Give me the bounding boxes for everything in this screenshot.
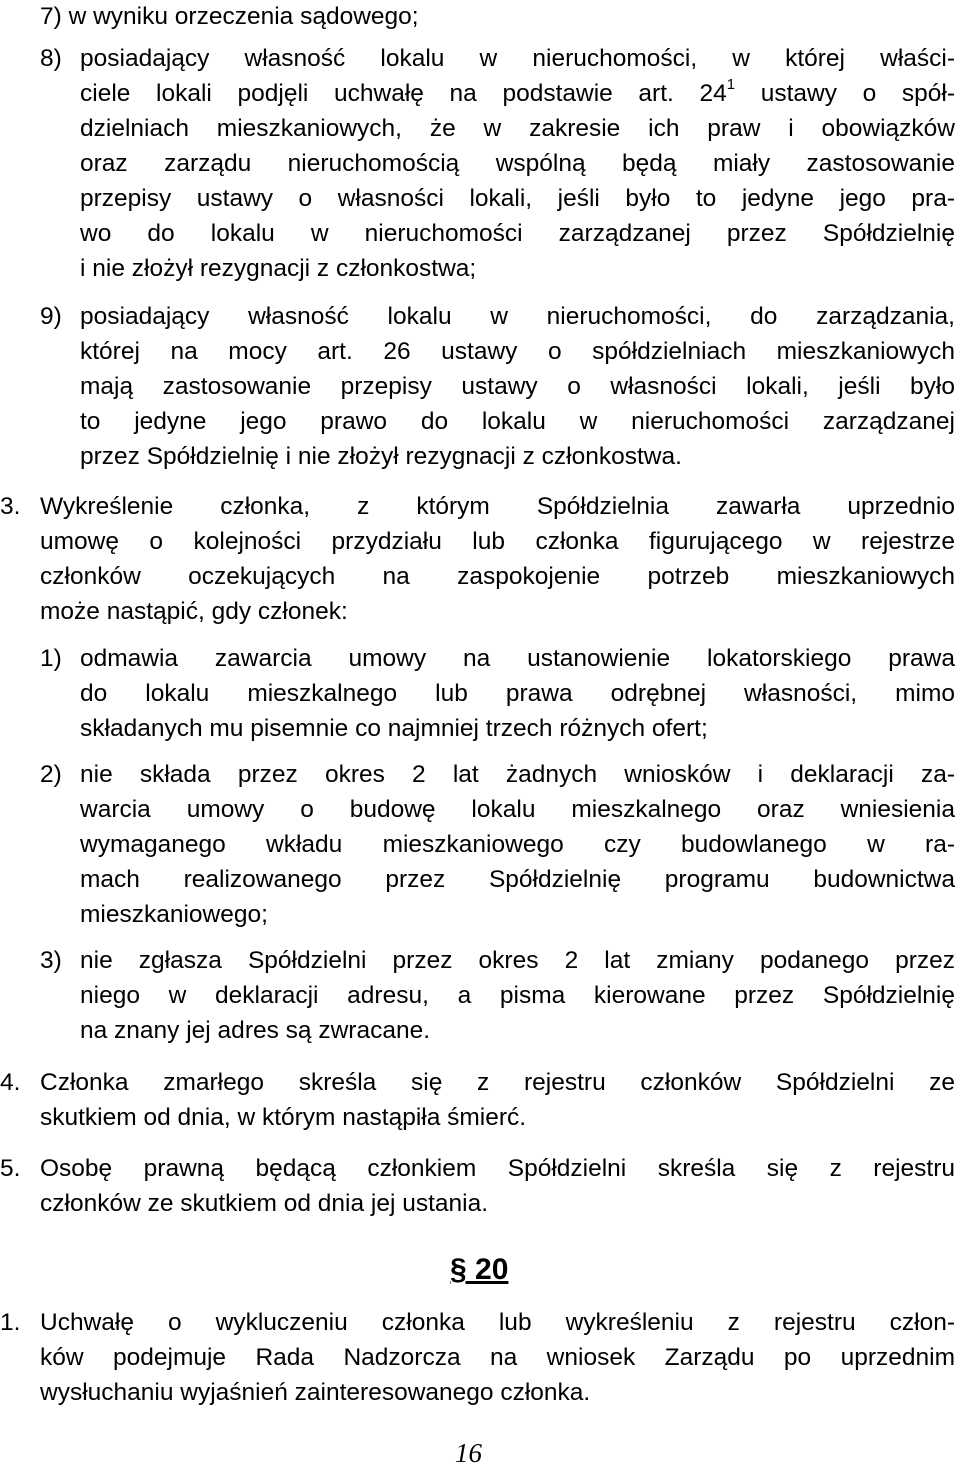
item-9-number: 9) (40, 303, 62, 330)
para-3-sub-2-line-4: mach realizowanego przez Spółdzielnię programu budownictwa (80, 866, 955, 893)
para-3-sub-2-line-1: nie składa przez okres 2 lat żadnych wniosków i deklaracji za- (80, 761, 955, 788)
item-8-line-2-text: ciele lokali podjęli uchwałę na podstawie art. 24 (80, 80, 727, 107)
para-3-line-1: Wykreślenie członka, z którym Spółdzielnia zawarła uprzednio (40, 493, 955, 520)
sec20-para-1-number: 1. (0, 1309, 21, 1336)
para-3-sub-1-line-3: składanych mu pisemnie co najmniej trzech różnych ofert; (80, 715, 708, 742)
item-9-line-4: to jedyne jego prawo do lokalu w nieruchomości zarządzanej (80, 408, 955, 435)
page-number: 16 (455, 1438, 482, 1468)
para-3-line-2: umowę o kolejności przydziału lub członka figurującego w rejestrze (40, 528, 955, 555)
para-3-sub-2-line-5: mieszkaniowego; (80, 901, 268, 928)
para-3-sub-3-line-3: na znany jej adres są zwracane. (80, 1017, 430, 1044)
sec20-para-1-line-3: wysłuchaniu wyjaśnień zainteresowanego członka. (40, 1379, 591, 1406)
item-8-line-6: wo do lokalu w nieruchomości zarządzanej przez Spółdzielnię (80, 220, 955, 247)
para-4-line-1: Członka zmarłego skreśla się z rejestru członków Spółdzielni ze (40, 1069, 955, 1096)
para-3-sub-2-number: 2) (40, 761, 62, 788)
para-3-sub-3-line-1: nie zgłasza Spółdzielni przez okres 2 lat zmiany podanego przez (80, 947, 955, 974)
para-5-line-1: Osobę prawną będącą członkiem Spółdzielni skreśla się z rejestru (40, 1155, 955, 1182)
item-8-line-2-tail: ustawy o spół- (735, 80, 955, 107)
item-8-line-7: i nie złożył rezygnacji z członkostwa; (80, 255, 477, 282)
para-4-number: 4. (0, 1069, 21, 1096)
item-8-number: 8) (40, 45, 62, 72)
para-3-sub-1-line-2: do lokalu mieszkalnego lub prawa odrębnej własności, mimo (80, 680, 955, 707)
para-3-number: 3. (0, 493, 21, 520)
para-3-sub-2-line-3: wymaganego wkładu mieszkaniowego czy budowlanego w ra- (80, 831, 955, 858)
item-8-line-4: oraz zarządu nieruchomością wspólną będą miały zastosowanie (80, 150, 955, 177)
item-7-line: 7) w wyniku orzeczenia sądowego; (40, 3, 419, 30)
section-heading: § 20 (450, 1253, 509, 1286)
item-8-line-3: dzielniach mieszkaniowych, że w zakresie ich praw i obowiązków (80, 115, 955, 142)
item-9-line-3: mają zastosowanie przepisy ustawy o własności lokali, jeśli było (80, 373, 955, 400)
item-9-line-5: przez Spółdzielnię i nie złożył rezygnacji z członkostwa. (80, 443, 682, 470)
para-3-line-3: członków oczekujących na zaspokojenie potrzeb mieszkaniowych (40, 563, 955, 590)
para-5-number: 5. (0, 1155, 21, 1182)
sec20-para-1-line-1: Uchwałę o wykluczeniu członka lub wykreśleniu z rejestru człon- (40, 1309, 955, 1336)
para-3-sub-1-line-1: odmawia zawarcia umowy na ustanowienie lokatorskiego prawa (80, 645, 955, 672)
para-3-sub-1-number: 1) (40, 645, 62, 672)
para-4-line-2: skutkiem od dnia, w którym nastąpiła śmierć. (40, 1104, 527, 1131)
para-5-line-2: członków ze skutkiem od dnia jej ustania. (40, 1190, 489, 1217)
para-3-sub-2-line-2: warcia umowy o budowę lokalu mieszkalnego oraz wniesienia (80, 796, 955, 823)
item-9-line-1: posiadający własność lokalu w nieruchomości, do zarządzania, (80, 303, 955, 330)
article-superscript: 1 (726, 75, 736, 93)
item-8-line-5: przepisy ustawy o własności lokali, jeśli było to jedyne jego pra- (80, 185, 955, 212)
sec20-para-1-line-2: ków podejmuje Rada Nadzorcza na wniosek Zarządu po uprzednim (40, 1344, 955, 1371)
para-3-sub-3-number: 3) (40, 947, 62, 974)
item-9-line-2: której na mocy art. 26 ustawy o spółdzielniach mieszkaniowych (80, 338, 955, 365)
para-3-sub-3-line-2: niego w deklaracji adresu, a pisma kierowane przez Spółdzielnię (80, 982, 955, 1009)
item-8-line-1: posiadający własność lokalu w nieruchomości, w której właści- (80, 45, 955, 72)
item-8-line-2 (80, 77, 955, 111)
para-3-line-4: może nastąpić, gdy członek: (40, 598, 348, 625)
